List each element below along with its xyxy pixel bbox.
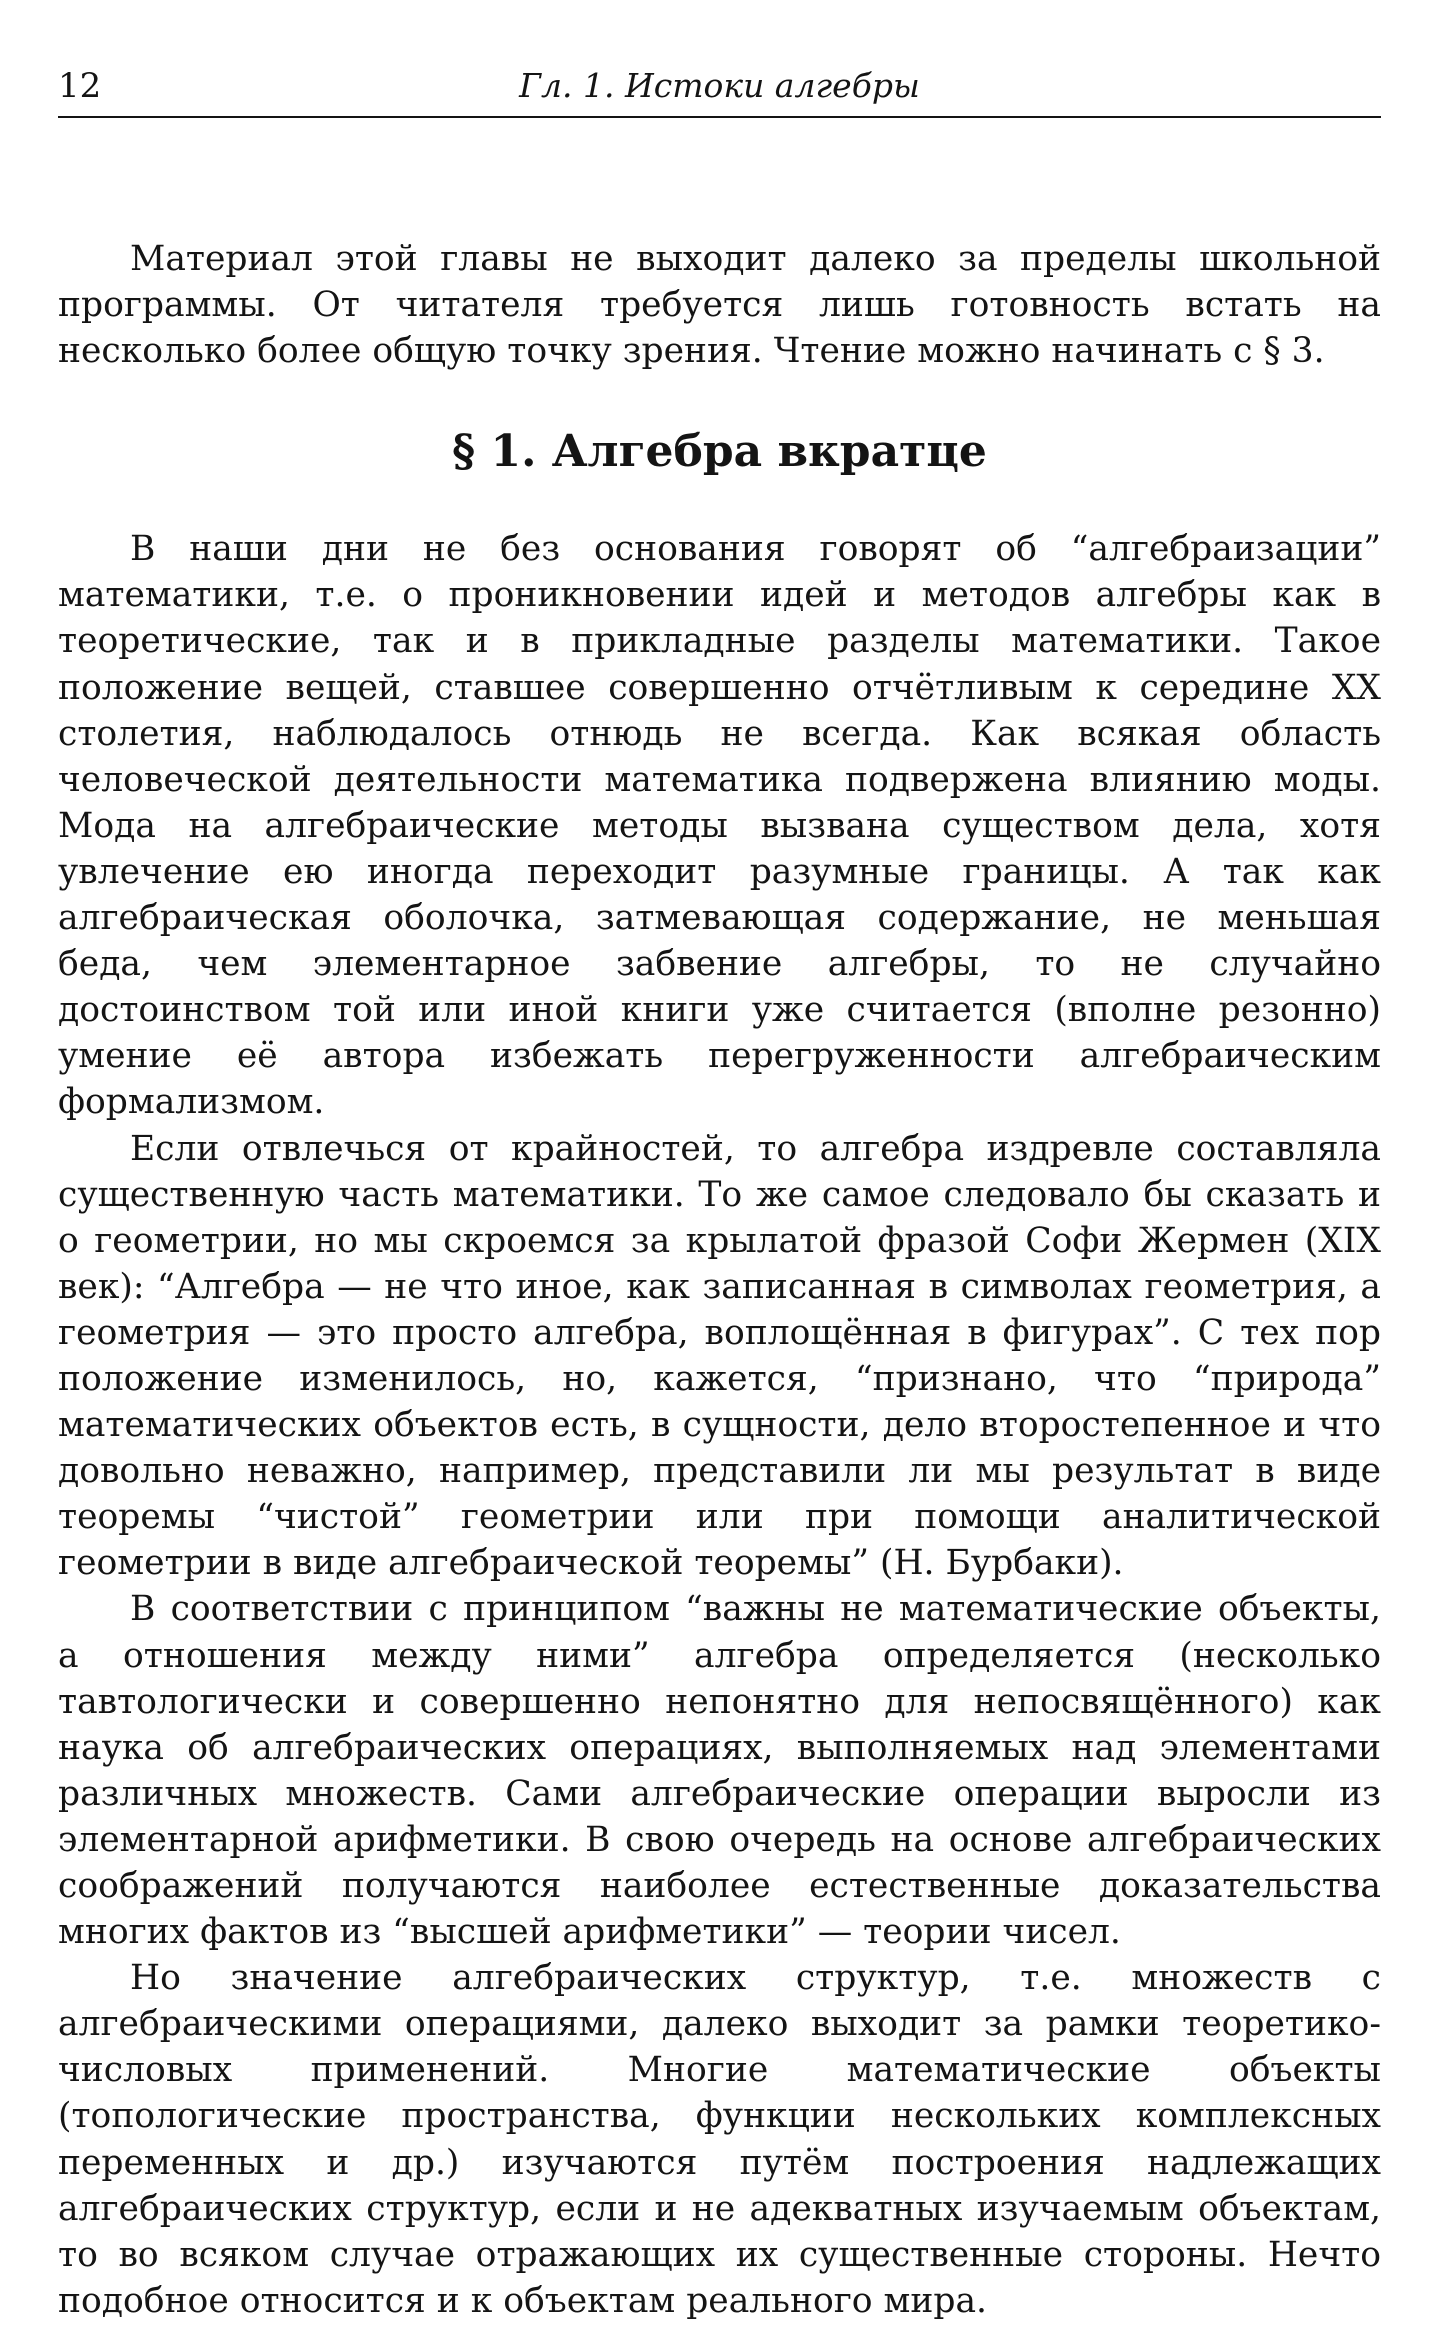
paragraph-1: В наши дни не без основания говорят об “алгебраизации” математики, т.е. о проникновении идей и методов алгебры как в теоретические, так и в прикладные разделы математики. Такое положение вещей, ставшее совершенно отчётливым к середине XX столетия, наблюдалось отнюдь не всегда. Как всякая область человеческой деятельности математика подвержена влиянию моды. Мода на алгебраические методы вызвана существом дела, хотя увлечение ею иногда переходит разумные границы. А так как алгебраическая оболочка, затмевающая содержание, не меньшая беда, чем элементарное забвение алгебры, то не случайно достоинством той или иной книги уже считается (вполне резонно) умение её автора избежать перегруженности алгебраическим формализмом. — [58, 529, 1381, 1123]
running-header — [58, 64, 1381, 118]
paragraph-3: В соответствии с принципом “важны не математические объекты, а отношения между ними” алгебра определяется (несколько тавтологически и совершенно непонятно для непосвящённого) как наука об алгебраических операциях, выполняемых над элементами различных множеств. Сами алгебраические операции выросли из элементарной арифметики. В свою очередь на основе алгебраических соображений получаются наиболее естественные доказательства многих фактов из “высшей арифметики” — теории чисел. — [58, 1589, 1381, 1953]
paragraph-4: Но значение алгебраических структур, т.е. множеств с алгебраическими операциями, далеко выходит за рамки теоретико-числовых применений. Многие математические объекты (топологические пространства, функции нескольких комплексных переменных и др.) изучаются путём построения надлежащих алгебраических структур, если и не адекватных изучаемым объектам, то во всяком случае отражающих их существенные стороны. Нечто подобное относится и к объектам реального мира. — [58, 1958, 1381, 2321]
section-heading: § 1. Алгебра вкратце — [452, 426, 987, 478]
section-body — [58, 526, 1381, 2324]
paragraph-2: Если отвлечься от крайностей, то алгебра издревле составляла существенную часть математики. То же самое следовало бы сказать и о геометрии, но мы скроемся за крылатой фразой Софи Жермен (XIX век): “Алгебра — не что иное, как записанная в символах геометрия, а геометрия — это просто алгебра, воплощённая в фигурах”. С тех пор положение изменилось, но, кажется, “признано, что “природа” математических объектов есть, в сущности, дело второстепенное и что довольно неважно, например, представили ли мы результат в виде теоремы “чистой” геометрии или при помощи аналитической геометрии в виде алгебраической теоремы” (Н. Бурбаки). — [58, 1128, 1381, 1584]
book-page — [58, 64, 1381, 2324]
intro-paragraph: Материал этой главы не выходит далеко за пределы школьной программы. От читателя требуется лишь готовность встать на несколько более общую точку зрения. Чтение можно начинать с § 3. — [58, 239, 1381, 372]
page-number: 12 — [58, 66, 102, 106]
running-title: Гл. 1. Истоки алгебры — [519, 66, 920, 105]
